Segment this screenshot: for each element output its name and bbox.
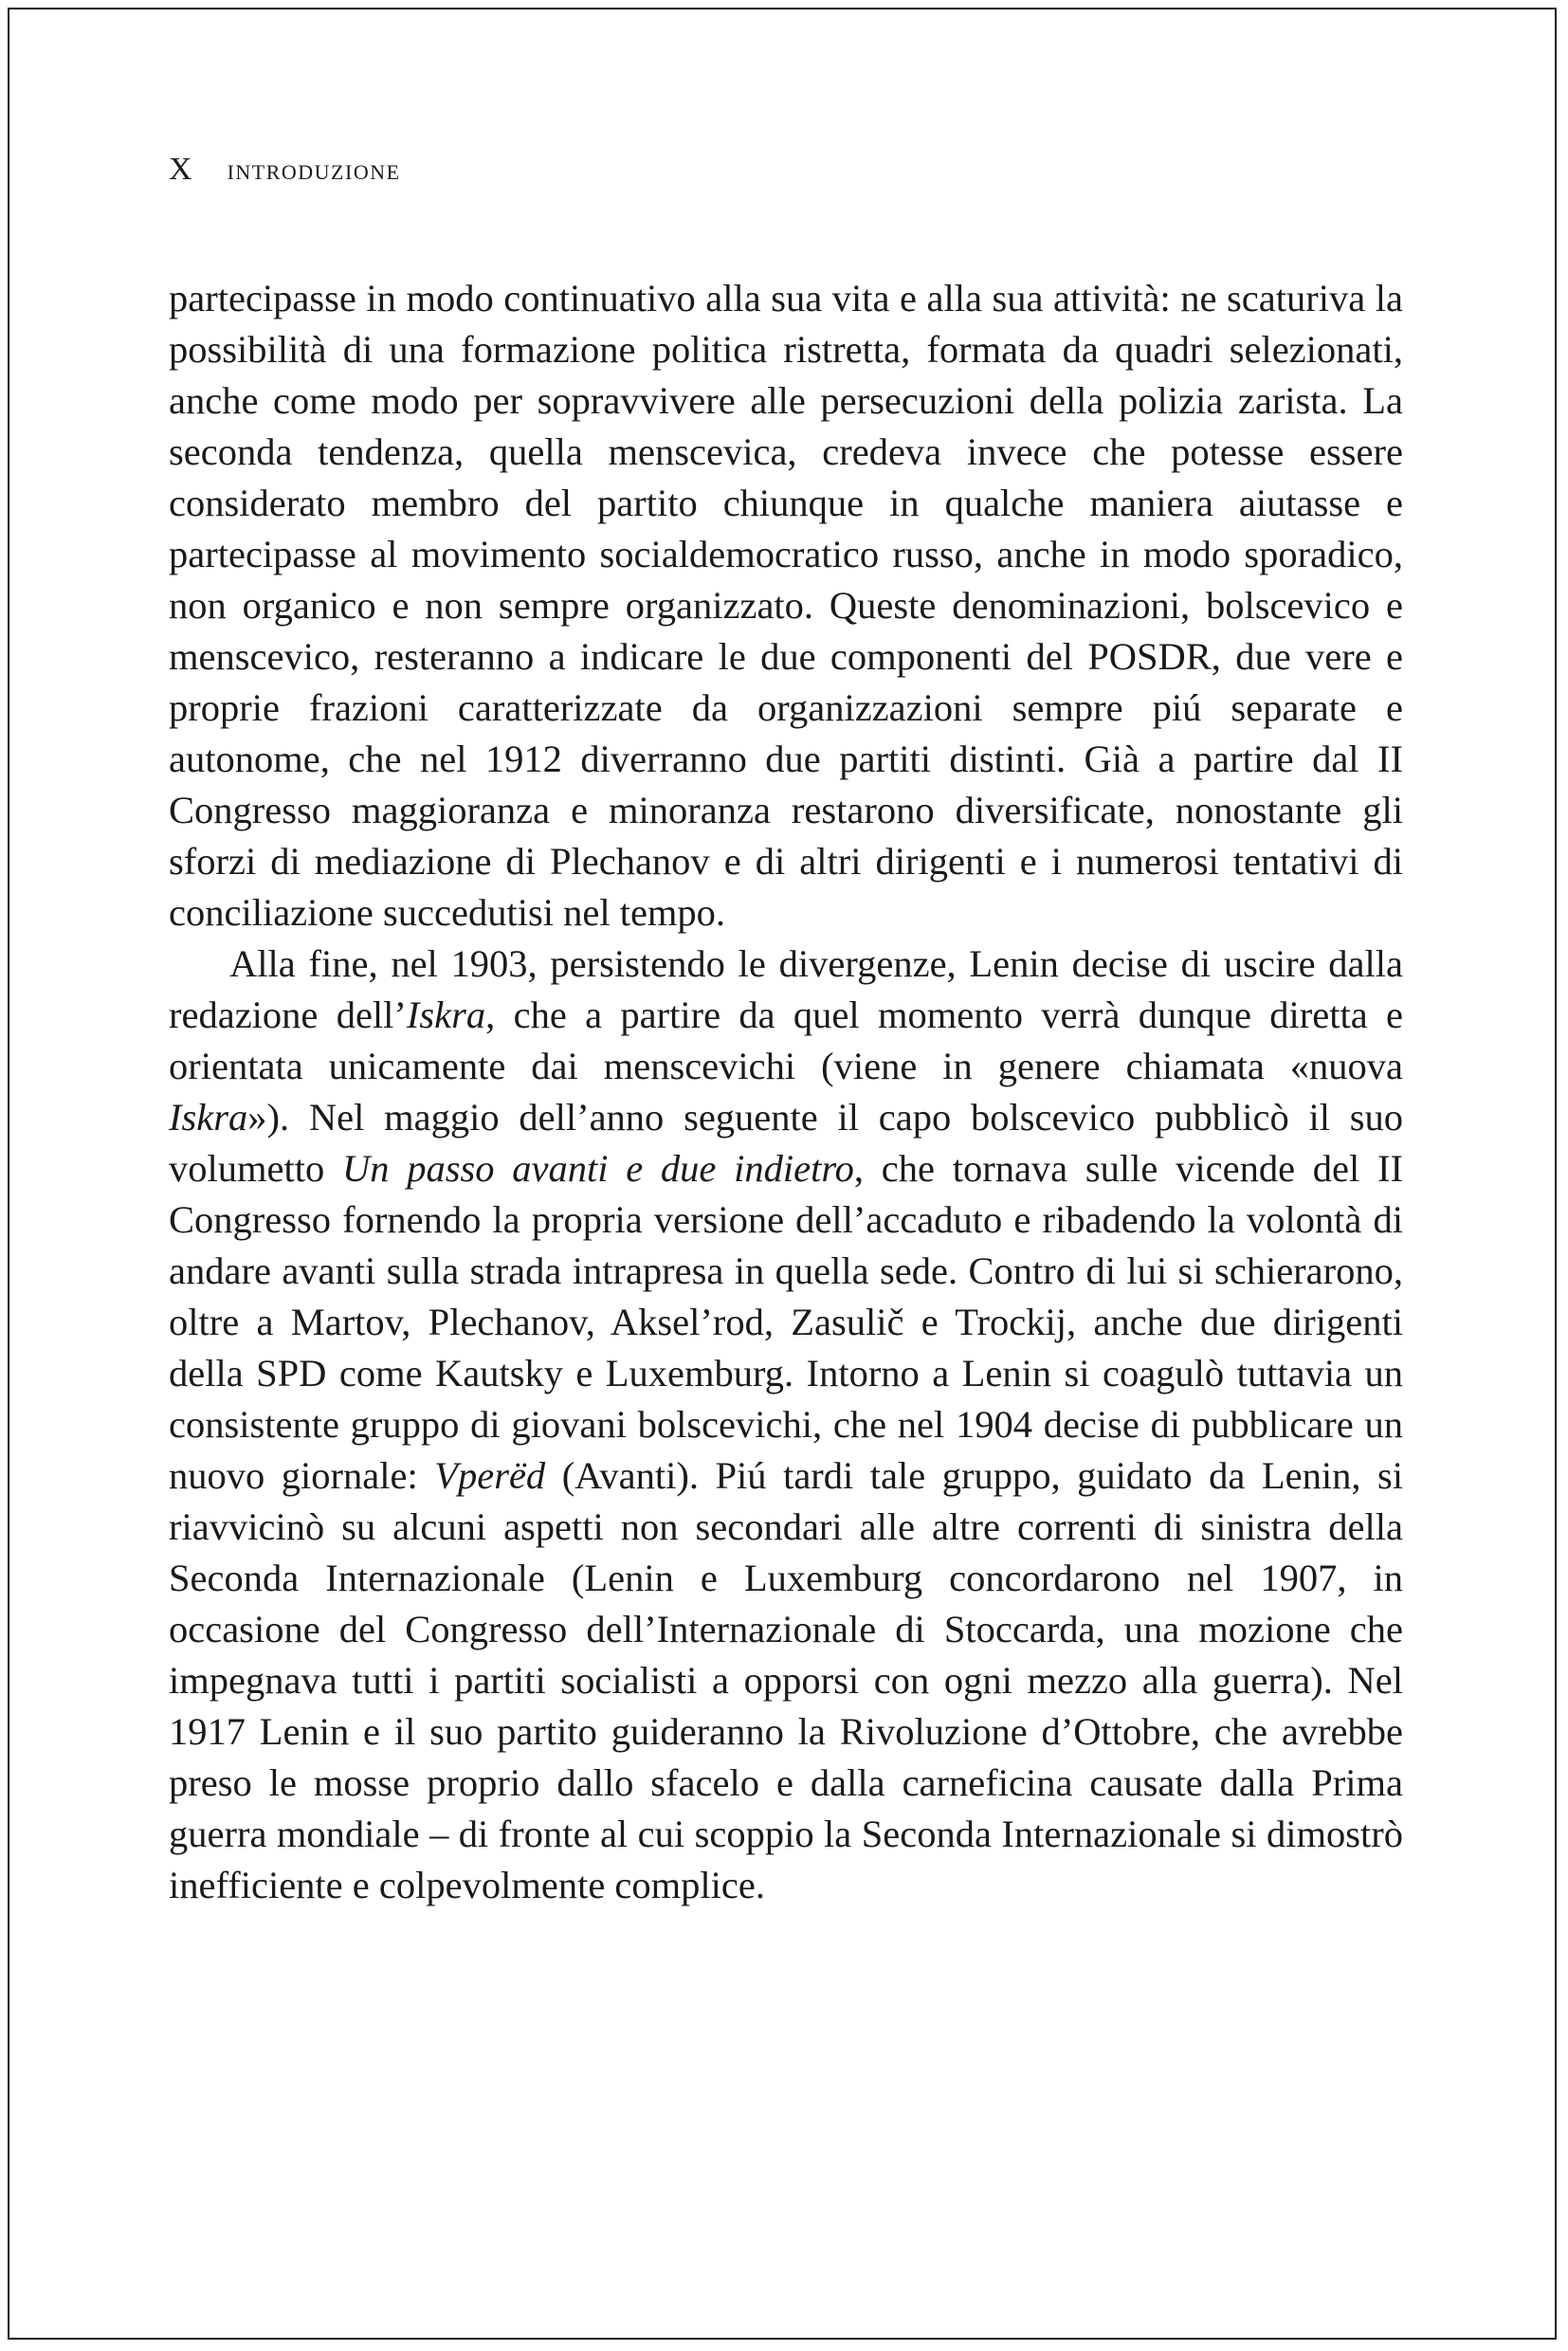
text-segment: »). Nel maggio dell’anno seguente il capo bolscevico pubblicò il suo volumetto [169, 1096, 1403, 1190]
italic-title-iskra: Iskra [406, 993, 486, 1036]
body-text [169, 273, 1403, 1911]
text-segment: , che a partire da quel momento verrà dunque diretta e orientata unicamente dai menscevichi (viene in genere chiamata «nuova [169, 993, 1403, 1087]
italic-title-vpered: Vperëd [434, 1454, 546, 1497]
paragraph-2 [169, 939, 1403, 1911]
italic-title-iskra: Iskra [169, 1096, 248, 1139]
text-segment: (Avanti). Piú tardi tale gruppo, guidato da Lenin, si riavvicinò su alcuni aspetti non secondari alle altre correnti di sinistra della Seconda Internazionale (Lenin e Luxemburg concordarono nel 1907, in occasione del Congresso dell’Internazionale di Stoccarda, una mozione che impegnava tutti i partiti socialisti a opporsi con ogni mezzo alla guerra). Nel 1917 Lenin e il suo partito guideranno la Rivoluzione d’Ottobre, che avrebbe preso le mosse proprio dallo sfacelo e dalla carneficina causate dalla Prima guerra mondiale – di fronte al cui scoppio la Seconda Internazionale si dimostrò inefficiente e colpevolmente complice. [169, 1454, 1403, 1906]
text-segment: partecipasse in modo continuativo alla sua vita e alla sua attività: ne scaturiva la possibilità di una formazione politica ristretta, formata da quadri selezionati, anche come modo per sopravvivere alle persecuzioni della polizia zarista. La seconda tendenza, quella menscevica, credeva invece che potesse essere considerato membro del partito chiunque in qualche maniera aiutasse e partecipasse al movimento socialdemocratico russo, anche in modo sporadico, non organico e non sempre organizzato. Queste denominazioni, bolscevico e menscevico, resteranno a indicare le due componenti del POSDR, due vere e proprie frazioni caratterizzate da organizzazioni sempre piú separate e autonome, che nel 1912 diverranno due partiti distinti. Già a partire dal II Congresso maggioranza e minoranza restarono diversificate, nonostante gli sforzi di mediazione di Plechanov e di altri dirigenti e i numerosi tentativi di conciliazione succedutisi nel tempo. [169, 277, 1403, 934]
paragraph-1 [169, 273, 1403, 939]
text-segment: , che tornava sulle vicende del II Congresso fornendo la propria versione dell’accaduto e ribadendo la volontà di andare avanti sulla strada intrapresa in quella sede. Contro di lui si schierarono, oltre a Martov, Plechanov, Aksel’rod, Zasulič e Trockij, anche due dirigenti della SPD come Kautsky e Luxemburg. Intorno a Lenin si coagulò tuttavia un consistente gruppo di giovani bolscevichi, che nel 1904 decise di pubblicare un nuovo giornale: [169, 1147, 1403, 1497]
italic-title-book: Un passo avanti e due indietro [341, 1147, 854, 1190]
running-head [169, 152, 401, 188]
page-number: X [169, 152, 193, 187]
text-segment: Alla fine, nel 1903, persistendo le divergenze, Lenin decise di uscire dalla redazione dell’ [169, 942, 1403, 1036]
section-title: INTRODUZIONE [227, 160, 401, 184]
